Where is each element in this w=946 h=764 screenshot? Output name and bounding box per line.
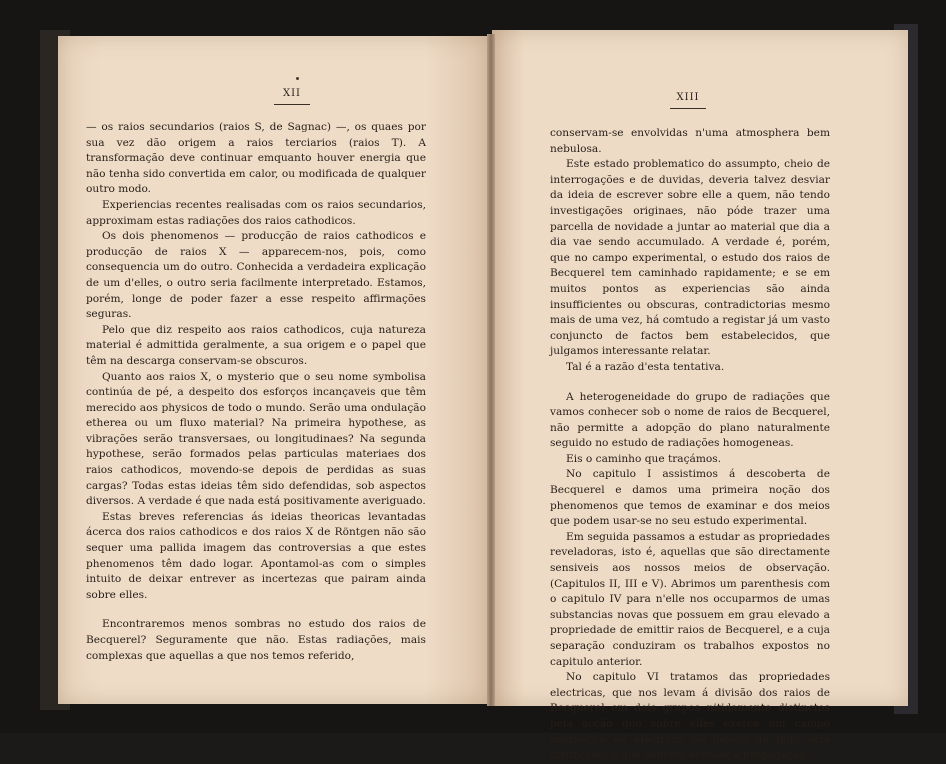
paragraph: Tal é a razão d'esta tentativa. [566, 360, 725, 373]
paragraph: A heterogeneidade do grupo de radiações que vamos conhecer sob o nome de raios de Becquerel, não permitte a adopção do plano naturalmente seguido no estudo de radiações homogeneas. [550, 390, 830, 450]
right-page-number: XIII [676, 92, 700, 103]
paragraph: conservam-se envolvidas n'uma atmosphera bem nebulosa. [550, 127, 830, 155]
paragraph: Quanto aos raios X, o mysterio que o seu nome symbolisa continúa de pé, a despeito dos esforços incançaveis que têm merecido aos physicos de todo o mundo. Serão uma ondulação etherea ou um fluxo material? Na primeira hypothese, as vibrações serão transversaes, ou longitudinaes? Na segunda hypothese, serão formados pelas particulas materiaes dos raios cathodicos, movendo-se depois de perdidas as suas cargas? Todas estas ideias têm sido defendidas, sob aspectos diversos. A verdade é que nada está positivamente averiguado. [86, 370, 426, 508]
paragraph: Estas breves referencias ás ideias theoricas levantadas ácerca dos raios cathodicos e dos raios X de Röntgen não são sequer uma pallida imagem das controversias a que estes phenomenos têm dado logar. Apontamol-as com o simples intuito de deixar entrever as incertezas que pairam ainda sobre elles. [86, 510, 426, 601]
paragraph: Os dois phenomenos — producção de raios cathodicos e producção de raios X — apparecem-nos, pois, como consequencia um do outro. Conhecida a verdadeira explicação de um d'elles, o outro seria facilmente interpretado. Estamos, porém, longe de poder fazer a esse respeito affirmações seguras. [86, 230, 426, 321]
paragraph: Pelo que diz respeito aos raios cathodicos, cuja natureza material é admittida geralmente, a sua origem e o papel que têm na descarga conservam-se obscuros. [86, 323, 426, 367]
ink-dot [296, 77, 299, 80]
right-page-text [550, 126, 830, 764]
paragraph: Encontraremos menos sombras no estudo dos raios de Becquerel? Seguramente que não. Estas radiações, mais complexas que aquellas a que nos temos referido, [86, 618, 426, 662]
paragraph: Este estado problematico do assumpto, cheio de interrogações e de duvidas, deveria talvez desviar da ideia de escrever sobre elle a quem, não tendo investigações originaes, não póde trazer uma parcella de novidade a juntar ao material que dia a dia vae sendo accumulado. A verdade é, porém, que no campo experimental, o estudo dos raios de Becquerel tem caminhado rapidamente; e se em muitos pontos as experiencias são ainda insufficientes ou obscuras, contradictorias mesmo mais de uma vez, há comtudo a registar já um vasto conjuncto de factos bem estabelecidos, que julgamos interessante relatar. [550, 158, 830, 358]
paragraph: No capitulo VI tratamos das propriedades electricas, que nos levam á divisão dos raios de Becquerel em dois grupos nitidamente distinctos pela acção que sobre elles exerce um campo magnetico ou electrico. Só depois de feita esta distincção, é que convem estudar a propagação [550, 671, 830, 762]
right-folio-rule [670, 108, 706, 109]
left-page-number: XII [282, 88, 302, 99]
paragraph: Eis o caminho que traçámos. [566, 452, 722, 465]
left-folio-rule [274, 104, 310, 105]
book-gutter [487, 34, 495, 706]
paragraph: Em seguida passamos a estudar as propriedades reveladoras, isto é, aquellas que são directamente sensiveis aos nossos meios de observação. (Capitulos II, III e V). Abrimos um parenthesis com o capitulo IV para n'elle nos occuparmos de umas substancias novas que possuem em grau elevado a propriedade de emittir raios de Becquerel, e a cuja separação conduziram os trabalhos expostos no capitulo anterior. [550, 530, 830, 668]
left-page-text [86, 120, 426, 664]
paragraph: No capitulo I assistimos á descoberta de Becquerel e damos uma primeira noção dos phenomenos que temos de examinar e dos meios que podem usar-se no seu estudo experimental. [550, 468, 830, 528]
paragraph: — os raios secundarios (raios S, de Sagnac) —, os quaes por sua vez dão origem a raios terciarios (raios T). A transformação deve continuar emquanto houver energia que não tenha sido convertida em calor, ou modificada de qualquer outro modo. [86, 121, 426, 196]
paragraph: Experiencias recentes realisadas com os raios secundarios, approximam estas radiações dos raios cathodicos. [86, 198, 426, 227]
